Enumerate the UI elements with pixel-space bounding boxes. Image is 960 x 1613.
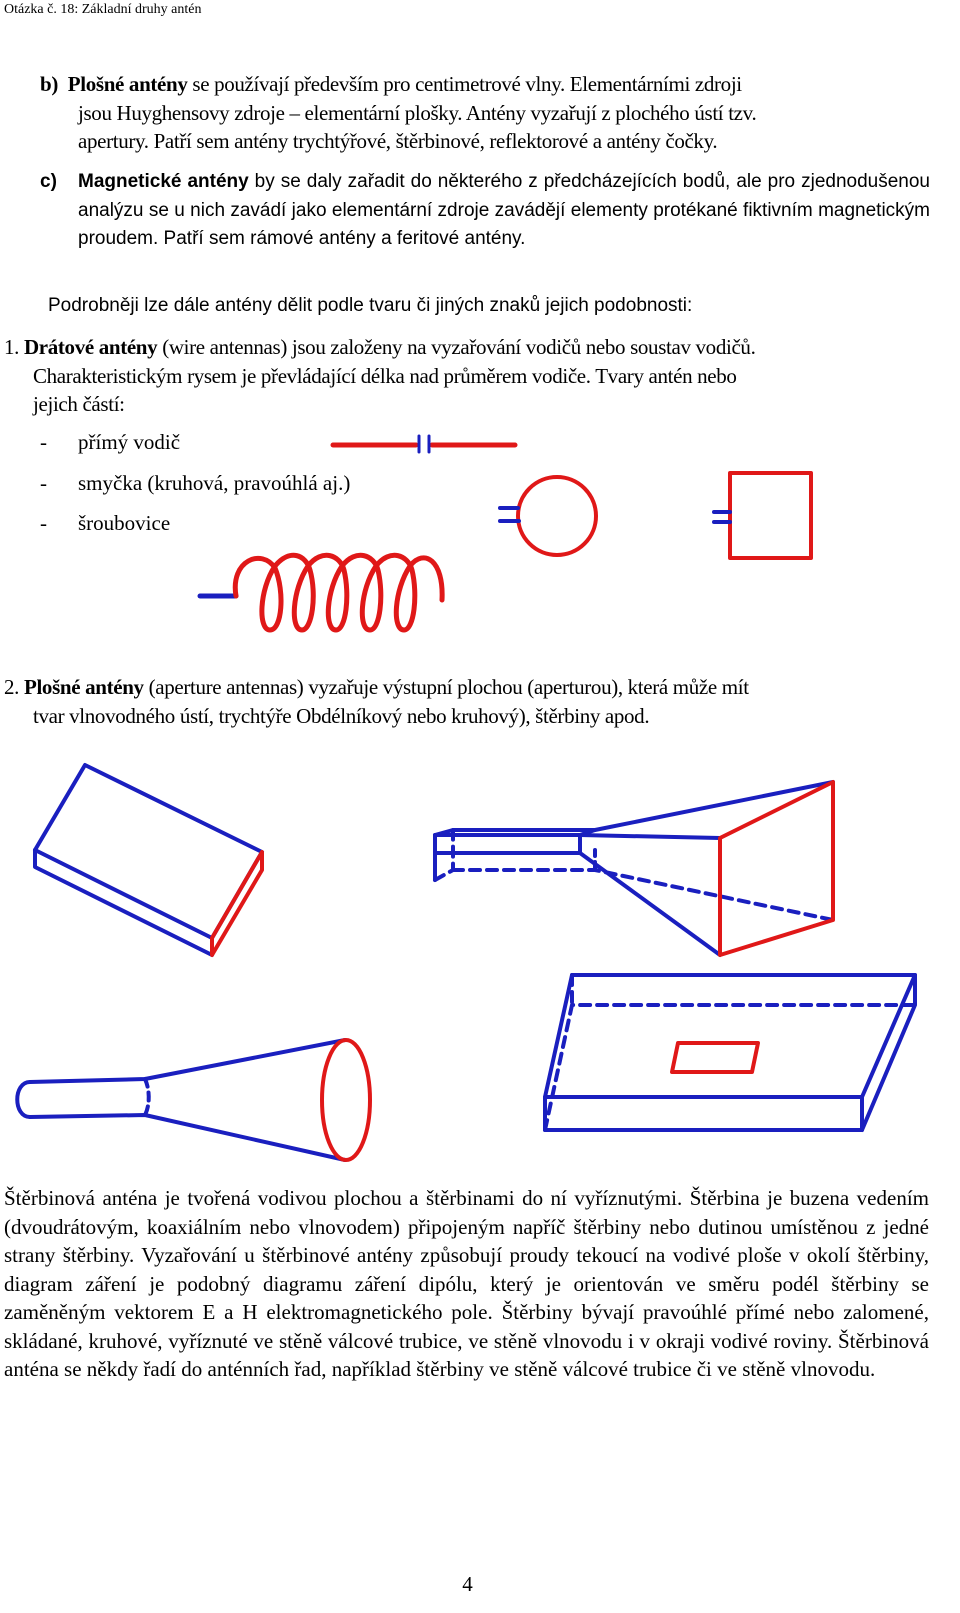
paragraph-c-marker: c): [40, 171, 57, 192]
paragraph-b-line1: se používají především pro centimetrové vlny. Elementárními zdroji: [187, 72, 742, 96]
waveguide-slab-icon: [35, 765, 262, 955]
circular-loop-icon: [500, 477, 596, 555]
list-item-label: přímý vodič: [78, 430, 181, 454]
item1-number: 1.: [4, 335, 20, 359]
item1-line3: jejich částí:: [33, 392, 125, 417]
item2-line1: (aperture antennas) vyzařuje výstupní plochou (aperturou), která může mít: [143, 675, 749, 699]
paragraph-c-body: by se daly zařadit do některého z předcházejících bodů, ale pro zjednodušenou analýzu se u nich zavádí jako elementární zdroje zavádějí elementy protékané fiktivním magnetickým proudem. Patří sem rámové antény a feritové antény.: [78, 171, 930, 250]
pyramidal-horn-icon: [435, 782, 833, 955]
paragraph-b-marker: b): [40, 72, 58, 96]
item2-number: 2.: [4, 675, 20, 699]
page-header: Otázka č. 18: Základní druhy antén: [4, 2, 202, 17]
paragraph-c-term: Magnetické antény: [78, 171, 249, 192]
slot-antenna-box-icon: [545, 975, 915, 1130]
conical-horn-icon: [17, 1040, 370, 1160]
intro-line: Podrobněji lze dále antény dělit podle tvaru či jiných znaků jejich podobnosti:: [48, 295, 693, 316]
slot-antenna-paragraph: Štěrbinová anténa je tvořená vodivou plochou a štěrbinami do ní vyříznutými. Štěrbina je buzena vedením (dvoudrátovým, koaxiálním nebo vlnovodem) připojeným napříč štěrbiny nebo dutinou umístěnou z jedné strany štěrbiny. Vyzařování u štěrbinové antény způsobují proudy tekoucí na vodivé ploše v okolí štěrbiny, diagram záření je podobný diagramu záření dipólu, který je orientován ve směru podél štěrbiny se zaměněným vektorem E a H elektromagnetického pole. Štěrbiny bývají pravoúhlé přímé nebo zalomené, skládané, kruhové, vyříznuté ve stěně válcové trubice, ve stěně vlnovodu i v okraji vodivé roviny. Štěrbinová anténa se někdy řadí do anténních řad, například štěrbiny ve stěně válcové trubice či ve stěně vlnovodu.: [4, 1186, 929, 1381]
item1-line2: Charakteristickým rysem je převládající délka nad průměrem vodiče. Tvary antén nebo: [33, 363, 737, 388]
straight-wire-icon: [333, 436, 515, 452]
item2-line2: tvar vlnovodného ústí, trychtýře Obdélníkový nebo kruhový), štěrbiny apod.: [33, 703, 650, 728]
item2-term: Plošné antény: [23, 675, 144, 699]
item1-line1: (wire antennas) jsou založeny na vyzařování vodičů nebo soustav vodičů.: [157, 335, 756, 359]
paragraph-b-line2: jsou Huyghensovy zdroje – elementární plošky. Antény vyzařují z plochého ústí tzv.: [78, 100, 757, 125]
rectangular-loop-icon: [714, 473, 811, 558]
paragraph-b-term: Plošné antény: [67, 72, 188, 96]
item1-term: Drátové antény: [23, 335, 158, 359]
page-number: 4: [462, 1572, 473, 1596]
list-item-label: smyčka (kruhová, pravoúhlá aj.): [78, 471, 351, 495]
paragraph-b-line3: apertury. Patří sem antény trychtýřové, štěrbinové, reflektorové a antény čočky.: [78, 129, 718, 154]
list-item-label: šroubovice: [78, 511, 171, 535]
helix-icon: [200, 555, 442, 630]
